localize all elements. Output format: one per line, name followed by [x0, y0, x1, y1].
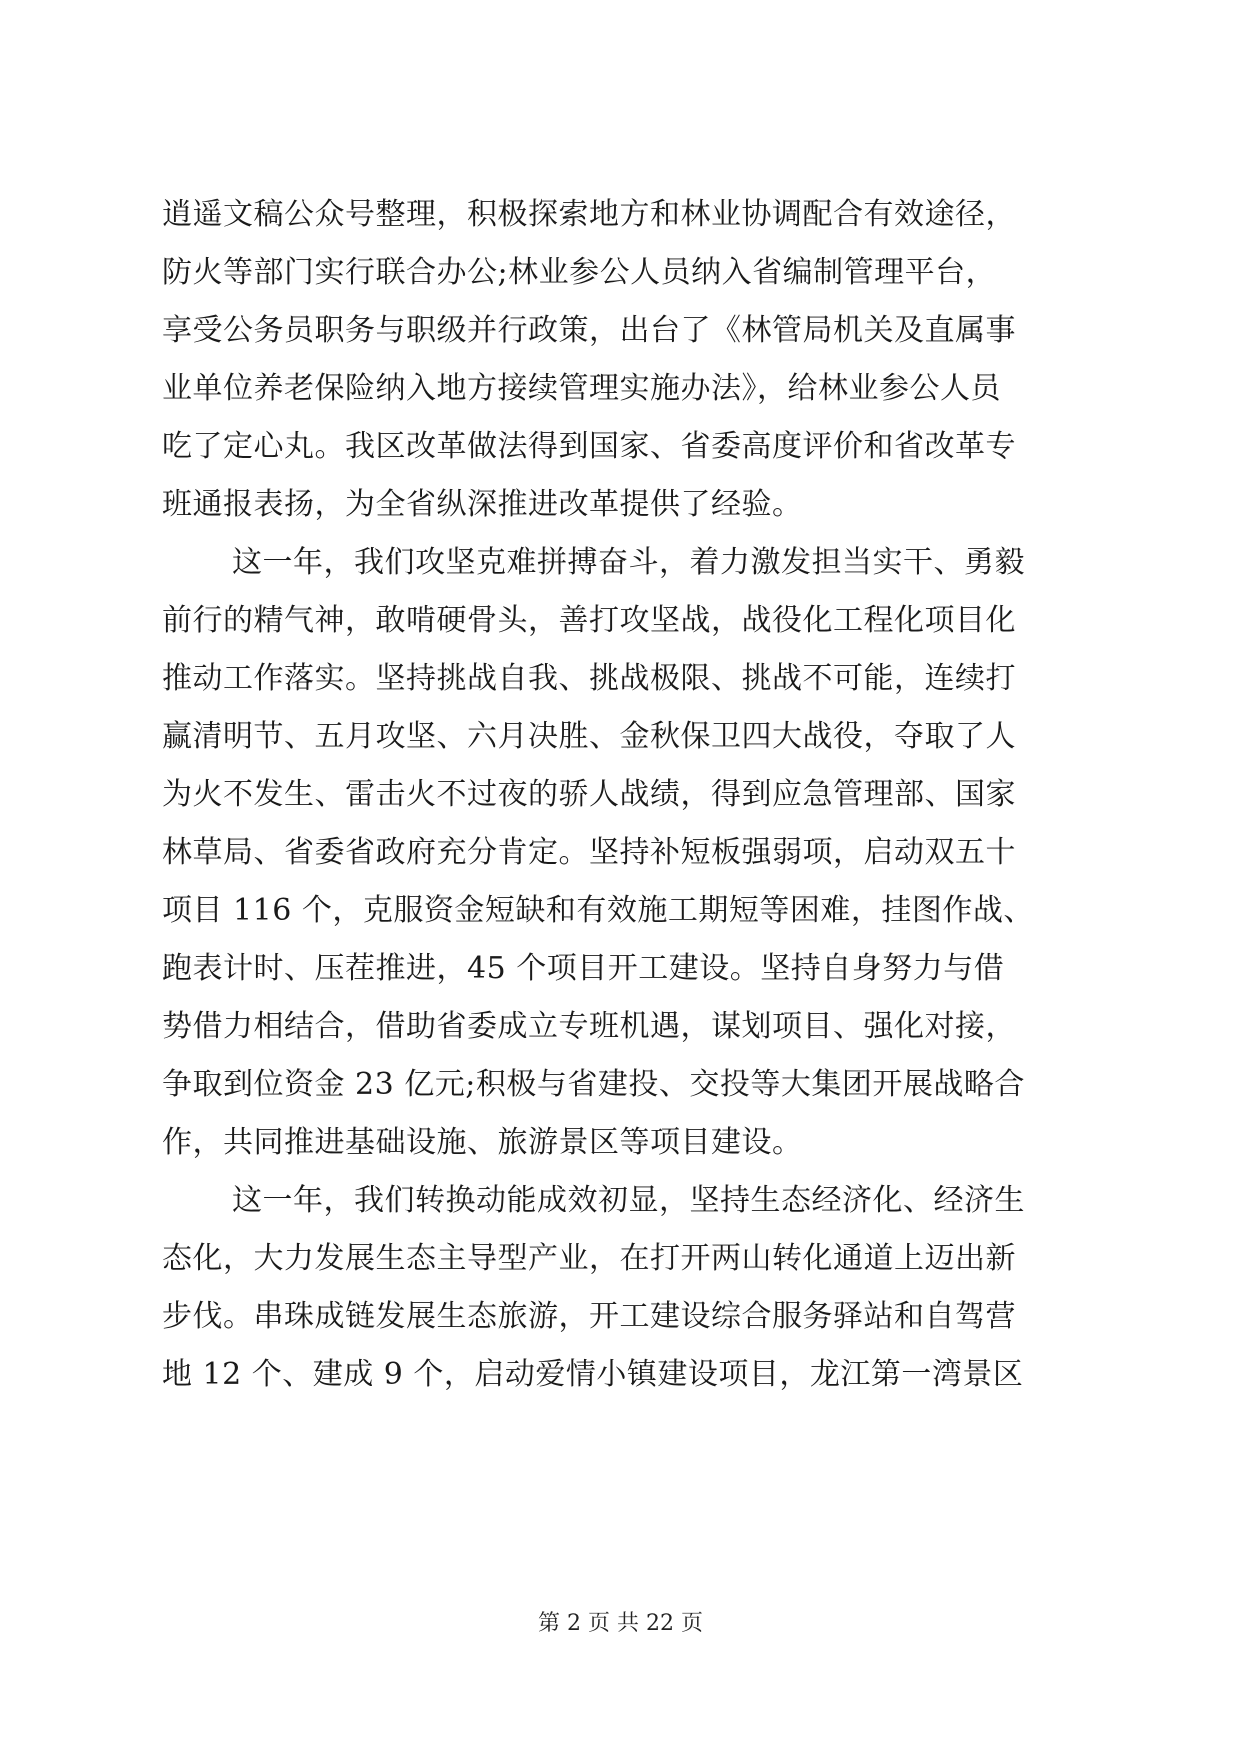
- text-line: 态化，大力发展生态主导型产业，在打开两山转化通道上迈出新: [162, 1241, 1016, 1276]
- text-line: 享受公务员职务与职级并行政策，出台了《林管局机关及直属事: [162, 313, 1016, 348]
- text-line: 项目 116 个，克服资金短缺和有效施工期短等困难，挂图作战、: [162, 893, 1034, 928]
- paragraph-first-line: 这一年，我们攻坚克难拼搏奋斗，着力激发担当实干、勇毅: [232, 545, 1025, 580]
- text-line: 势借力相结合，借助省委成立专班机遇，谋划项目、强化对接，: [162, 1009, 1016, 1044]
- text-line: 逍遥文稿公众号整理，积极探索地方和林业协调配合有效途径，: [162, 197, 1016, 232]
- text-line: 林草局、省委省政府充分肯定。坚持补短板强弱项，启动双五十: [162, 835, 1016, 870]
- text-line: 前行的精气神，敢啃硬骨头，善打攻坚战，战役化工程化项目化: [162, 603, 1016, 638]
- text-line: 推动工作落实。坚持挑战自我、挑战极限、挑战不可能，连续打: [162, 661, 1016, 696]
- text-line: 吃了定心丸。我区改革做法得到国家、省委高度评价和省改革专: [162, 429, 1016, 464]
- text-line: 作，共同推进基础设施、旅游景区等项目建设。: [162, 1125, 803, 1160]
- text-line: 争取到位资金 23 亿元;积极与省建投、交投等大集团开展战略合: [162, 1067, 1025, 1102]
- text-line: 班通报表扬，为全省纵深推进改革提供了经验。: [162, 487, 803, 522]
- page-number-footer: 第 2 页 共 22 页: [538, 1611, 703, 1636]
- text-line: 跑表计时、压茬推进，45 个项目开工建设。坚持自身努力与借: [162, 951, 1005, 986]
- text-line: 赢清明节、五月攻坚、六月决胜、金秋保卫四大战役，夺取了人: [162, 719, 1016, 754]
- text-line: 步伐。串珠成链发展生态旅游，开工建设综合服务驿站和自驾营: [162, 1299, 1016, 1334]
- text-line: 地 12 个、建成 9 个，启动爱情小镇建设项目，龙江第一湾景区: [162, 1357, 1024, 1392]
- text-line: 防火等部门实行联合办公;林业参公人员纳入省编制管理平台，: [162, 255, 997, 290]
- text-line: 业单位养老保险纳入地方接续管理实施办法》，给林业参公人员: [162, 371, 1001, 406]
- text-line: 为火不发生、雷击火不过夜的骄人战绩，得到应急管理部、国家: [162, 777, 1016, 812]
- paragraph-first-line: 这一年，我们转换动能成效初显，坚持生态经济化、经济生: [232, 1183, 1025, 1218]
